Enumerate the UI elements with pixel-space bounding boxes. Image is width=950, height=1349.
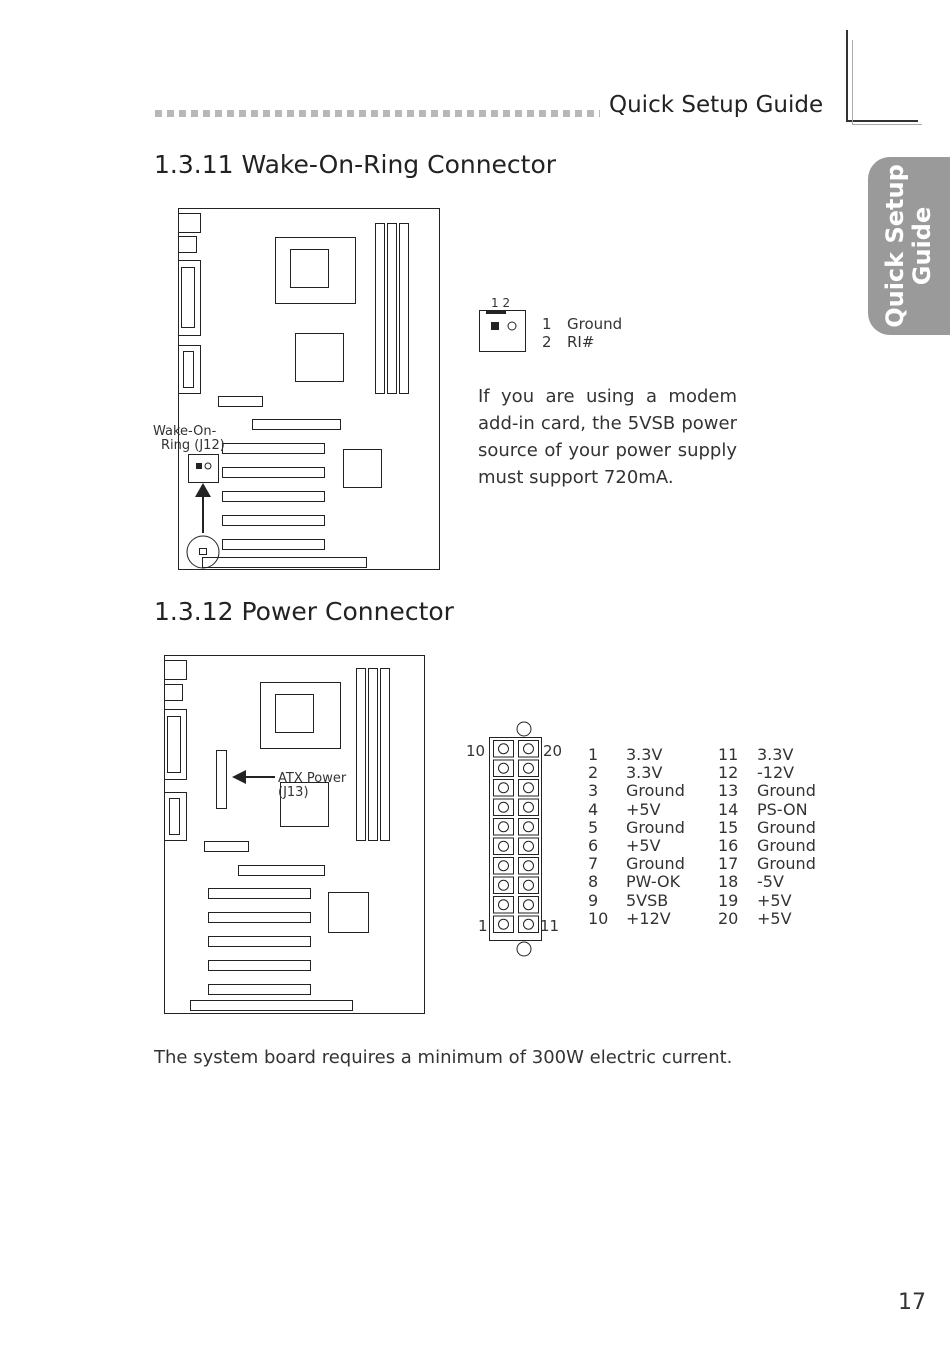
power-pin-table-left: [588, 746, 685, 928]
connector-pin-cell: [519, 760, 539, 777]
connector-pin-cell: [494, 838, 514, 855]
connector-pin-cell: [519, 838, 539, 855]
connector-pin-cell: [519, 741, 539, 758]
corner-mark: [846, 30, 848, 122]
section-title-wake-on-ring: 1.3.11 Wake-On-Ring Connector: [154, 150, 557, 179]
table-row: 16 Ground: [718, 836, 816, 856]
connector-pin-cell: [494, 780, 514, 797]
power-pin-table-right: [718, 746, 816, 928]
connector-label-10: 10: [466, 742, 486, 760]
connector-pin-cell: [494, 760, 514, 777]
table-row: 12 -12V: [718, 763, 795, 783]
table-row: 13 Ground: [718, 781, 816, 801]
connector-pin-cell: [519, 780, 539, 797]
connector-pin-cell: [519, 916, 539, 933]
table-row: 4 +5V: [588, 799, 661, 819]
connector-pin-cell: [494, 916, 514, 933]
table-row: 18 -5V: [718, 872, 784, 892]
table-row: 10 +12V: [588, 908, 671, 928]
wake-on-ring-paragraph: If you are using a modem add-in card, the 5VSB power source of your power supply must support 720mA.: [478, 386, 737, 488]
connector-pin-cell: [494, 819, 514, 836]
connector-label-11: 11: [540, 917, 560, 935]
table-row: 17 Ground: [718, 854, 816, 874]
table-row: 9 5VSB: [588, 890, 669, 910]
table-row: 15 Ground: [718, 817, 816, 837]
table-row: 11 3.3V: [718, 745, 794, 764]
connector-pin-cell: [494, 897, 514, 914]
connector-pin-cell: [494, 799, 514, 816]
connector-label-20: 20: [543, 742, 563, 760]
wake-on-ring-connector-icon: [478, 309, 528, 354]
table-row: 1 3.3V: [588, 745, 663, 764]
atx-power-board-label: ATX Power (J13): [278, 771, 347, 800]
table-row: 6 +5V: [588, 836, 661, 856]
table-row: 2 3.3V: [588, 763, 663, 783]
corner-mark-shadow: [852, 124, 922, 125]
table-row: 5 Ground: [588, 817, 685, 837]
connector-pin-cell: [519, 877, 539, 894]
chapter-side-tab: [868, 157, 950, 335]
table-row: 3 Ground: [588, 781, 685, 801]
page-number: 17: [898, 1290, 926, 1315]
table-row: 20 +5V: [718, 908, 792, 928]
connector-pin-cell: [494, 858, 514, 875]
wake-on-ring-pin-list: 1 Ground 2 RI#: [542, 315, 623, 351]
corner-mark: [846, 120, 918, 122]
power-requirement-note: The system board requires a minimum of 300W electric current.: [154, 1047, 733, 1068]
motherboard-diagram-wake-on-ring: [150, 205, 445, 575]
header-dotted-rule: [155, 110, 600, 117]
connector-pin-cell: [519, 819, 539, 836]
running-header-title: Quick Setup Guide: [609, 92, 824, 118]
table-row: 8 PW-OK: [588, 872, 681, 892]
side-tab-label: Quick Setup Guide: [881, 164, 936, 328]
connector-pin-cell: [494, 877, 514, 894]
table-row: 19 +5V: [718, 890, 792, 910]
atx-20-pin-connector-icon: [485, 718, 545, 960]
table-row: 7 Ground: [588, 854, 685, 874]
wake-on-ring-board-label: Wake-On- Ring (J12): [153, 424, 225, 453]
connector-pin-cell: [519, 799, 539, 816]
corner-mark-shadow: [852, 40, 853, 124]
section-title-power-connector: 1.3.12 Power Connector: [154, 597, 454, 626]
wake-on-ring-pin-header-label: 1 2: [491, 296, 511, 310]
connector-pin-cell: [519, 858, 539, 875]
connector-pin-cell: [494, 741, 514, 758]
table-row: 14 PS-ON: [718, 799, 808, 819]
connector-label-1: 1: [478, 917, 488, 935]
connector-pin-cell: [519, 897, 539, 914]
motherboard-diagram-power: [150, 652, 440, 1022]
